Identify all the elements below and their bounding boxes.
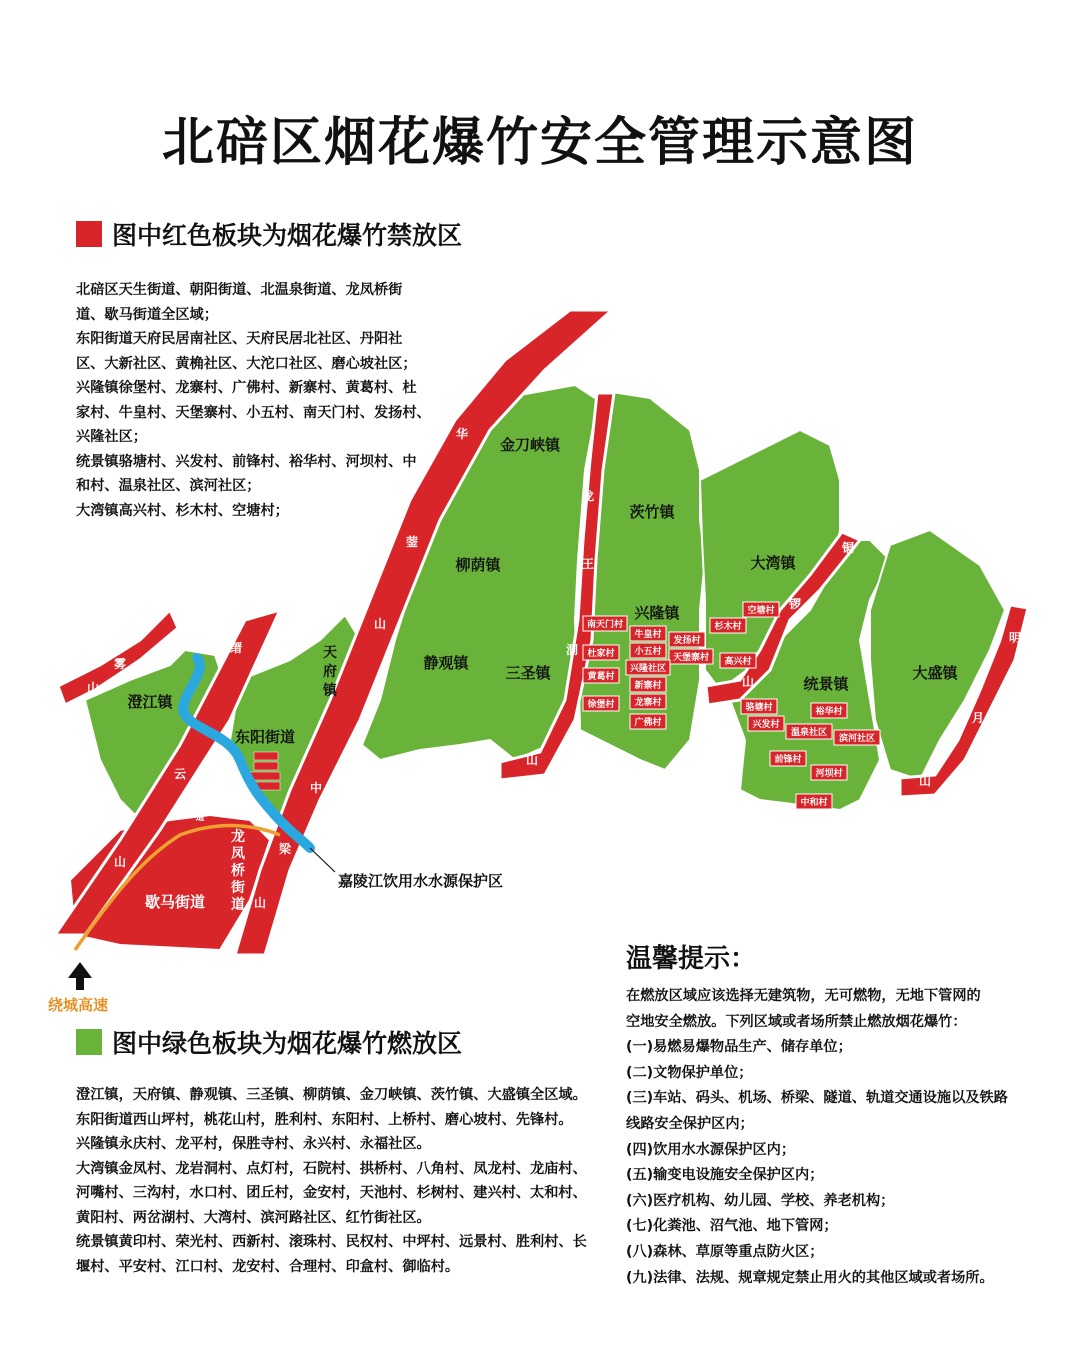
mountain-char-wang: 王 [581,557,595,571]
town-label-longfengqiao: 龙凤桥街道 [231,829,245,913]
tip-line: 空地安全燃放。下列区域或者场所禁止燃放烟花爆竹： [626,1013,967,1030]
mountain-char-dong: 洞 [565,643,579,657]
village-label: 骆塘村 [745,703,773,713]
town-label-xiema: 歇马街道 [144,893,206,911]
permitted-zone-line: 澄江镇，天府镇、静观镇、三圣镇、柳荫镇、金刀峡镇、茨竹镇、大盛镇全区域。 [76,1087,587,1103]
prohibited-zone-line: 道、歇马街道全区域； [76,306,218,323]
mountain-char-yue: 月 [971,711,985,725]
tips-title: 温馨提示： [626,944,757,974]
tip-line: (二)文物保护单位； [626,1064,753,1081]
village-label: 前锋村 [774,755,802,765]
town-label-xinglong: 兴隆镇 [634,604,680,622]
village-label: 徐堡村 [587,700,615,710]
town-label-beiwenquan: 北温泉街道 [195,773,205,823]
tip-line: 在燃放区域应该选择无建筑物，无可燃物，无地下管网的 [626,988,981,1004]
region-dasheng [870,530,1005,780]
town-label-tianfu: 天府镇 [323,645,337,699]
prohibited-zone-line: 家村、牛皇村、天堡寨村、小五村、南天门村、发扬村、 [76,404,431,421]
town-label-dongyang: 东阳街道 [234,728,296,746]
mountain-char-liang: 梁 [278,842,292,856]
tip-line: (五)输变电设施安全保护区内； [626,1167,824,1184]
village-label: 发扬村 [673,636,701,646]
town-label-chaoyang: 朝阳街道 [209,791,247,801]
town-label-jingguan: 静观镇 [423,654,469,672]
town-label-jindaoxia: 金刀峡镇 [499,436,561,454]
highway-arrow-icon [68,962,92,990]
town-label-cizhu: 茨竹镇 [629,503,675,521]
village-label: 杉木村 [714,622,742,632]
town-label-dawan: 大湾镇 [750,554,796,572]
mountain-char-shan2: 山 [253,896,267,910]
village-label: 兴隆社区 [629,664,667,674]
town-label-sansheng: 三圣镇 [505,664,551,682]
village-label: 新寨村 [634,681,662,691]
village-label: 兴发村 [752,720,780,730]
prohibited-zone-title: 图中红色板块为烟花爆竹禁放区 [112,221,463,250]
village-label: 杜家村 [587,649,615,659]
mountain-char-luo: 锣 [788,597,802,611]
permitted-zone-line: 东阳街道西山坪村，桃花山村，胜利村、东阳村、上桥村、磨心坡村、先锋村。 [76,1111,573,1128]
village-label: 南天门村 [586,620,624,630]
permitted-zone-line: 统景镇黄印村、荣光村、西新村、滚珠村、民权村、中坪村、远景村、胜利村、长 [76,1234,587,1250]
village-label: 牛皇村 [634,630,662,640]
town-label-chengjiang: 澄江镇 [127,693,173,711]
village-label: 温泉社区 [790,728,828,738]
mountain-char-tong: 铜 [841,541,855,555]
tip-line: 线路安全保护区内； [626,1115,754,1132]
town-label-dasheng: 大盛镇 [912,664,958,682]
mountain-char-jin: 缙 [229,641,243,655]
prohibited-zone-line: 和村、温泉社区、滨河社区； [76,478,261,494]
mountain-char-shan5: 山 [918,774,932,788]
village-label: 空塘村 [747,606,775,616]
town-label-tongjing: 统景镇 [803,675,849,693]
permitted-zone-line: 河嘴村、三沟村，水口村、团丘村，金安村，天池村、杉树村、建兴村、太和村、 [76,1185,587,1201]
village-label: 河坝村 [815,769,843,779]
village-label: 滨河社区 [838,734,876,744]
permitted-zone-title: 图中绿色板块为烟花爆竹燃放区 [112,1029,463,1058]
tip-line: (六)医疗机构、幼儿园、学校、养老机构； [626,1192,895,1209]
mountain-char-ming: 明 [1008,631,1022,645]
permitted-zone-line: 大湾镇金凤村、龙岩洞村、点灯村，石院村、拱桥村、八角村、凤龙村、龙庙村、 [76,1160,587,1177]
mountain-char-ying: 蓥 [405,535,419,549]
mountain-char-shan1: 山 [373,617,387,631]
tip-line: (一)易燃易爆物品生产、储存单位； [626,1039,852,1056]
permitted-zone-line: 兴隆镇永庆村、龙平村，保胜寺村、永兴村、永福社区。 [76,1136,431,1152]
village-label: 广佛村 [634,718,662,728]
mountain-char-yun: 云 [145,611,159,625]
tip-line: (四)饮用水水源保护区内； [626,1141,796,1158]
village-label: 中和村 [800,798,828,808]
mountain-char-wu: 雾 [113,657,127,671]
prohibited-zone-line: 兴隆镇徐堡村、龙寨村、广佛村、新寨村、黄葛村、杜 [76,380,417,396]
village-label: 龙寨村 [634,698,662,708]
village-label: 高兴村 [724,657,752,667]
village-label: 裕华村 [815,707,843,717]
mountain-char-long: 龙 [581,489,595,503]
village-label: 黄葛村 [587,672,615,682]
highway-label: 绕城高速 [48,996,109,1014]
permitted-zone-line: 黄阳村、两岔湖村、大湾村、滨河路社区、红竹街社区。 [76,1209,431,1226]
mountain-char-zhong: 中 [309,781,323,795]
mountain-char-yun2: 云 [173,767,187,781]
prohibited-zone-line: 区、大新社区、黄桷社区、大沱口社区、磨心坡社区； [76,355,417,372]
prohibited-zone-line: 大湾镇高兴村、杉木村、空塘村； [76,502,289,519]
tip-line: (九)法律、法规、规章规定禁止用火的其他区域或者场所。 [626,1269,994,1286]
village-label: 小五村 [634,647,662,657]
water-source-label: 嘉陵江饮用水水源保护区 [338,872,504,890]
village-label: 天堡寨村 [672,653,710,663]
tip-line: (三)车站、码头、机场、桥梁、隧道、轨道交通设施以及铁路 [626,1090,1008,1107]
mountain-char-shan3: 山 [525,753,539,767]
prohibited-zone-line: 北碚区天生街道、朝阳街道、北温泉街道、龙凤桥街 [76,282,403,298]
page-title: 北碚区烟花爆竹安全管理示意图 [161,113,918,173]
mountain-char-hua: 华 [455,427,469,441]
mountain-char-shan4: 山 [741,675,755,689]
prohibited-zone-line: 兴隆社区； [76,429,147,445]
prohibited-zone-line: 东阳街道天府民居南社区、天府民居北社区、丹阳社 [76,331,403,347]
tip-line: (八)森林、草原等重点防火区； [626,1243,824,1260]
permitted-zone-line: 堰村、平安村、江口村、龙安村、合理村、印盒村、御临村。 [76,1258,460,1275]
prohibited-zone-line: 统景镇骆塘村、兴发村、前锋村、裕华村、河坝村、中 [76,453,417,470]
mountain-char-shan7: 山 [113,855,127,869]
mountain-char-shan6: 山 [86,681,100,695]
town-label-tiansheng: 天生街道 [203,803,241,813]
tip-line: (七)化粪池、沼气池、地下管网； [626,1218,838,1235]
water-label-leader [310,848,335,872]
town-label-liuyin: 柳荫镇 [455,556,501,574]
